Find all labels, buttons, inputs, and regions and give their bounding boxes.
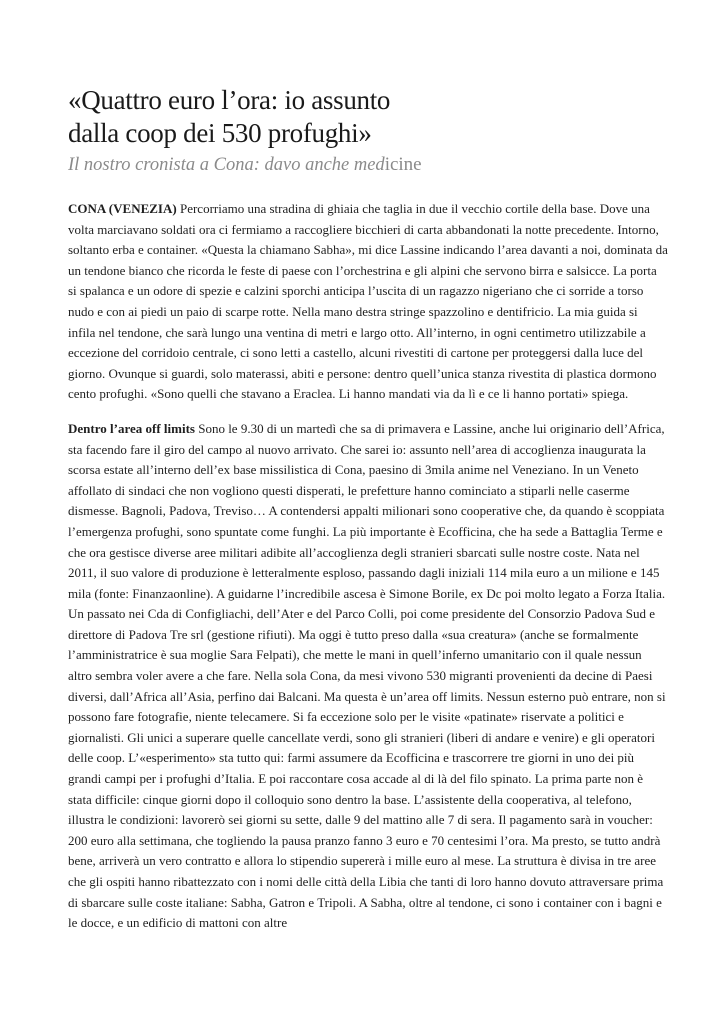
headline-line-1: «Quattro euro l’ora: io assunto [68, 85, 391, 115]
subtitle [68, 152, 668, 178]
paragraph-1 [68, 199, 668, 405]
paragraph-2 [68, 419, 668, 934]
article-page [68, 84, 668, 934]
paragraph-1-text: Percorriamo una stradina di ghiaia che taglia in due il vecchio cortile della base. Dove una volta marciavano soldati ora ci fermiamo a raccogliere bicchieri di carta abbandonati la notte precedente. Intorno, soltanto erba e container. «Questa la chiamano Sabha», mi dice Lassine indicando l’area davanti a noi, dominata da un tendone bianco che ricorda le feste di paese con l’orchestrina e gli alpini che servono birra e salsicce. La porta si spalanca e un odore di spezie e calzini sporchi anticipa l’uscita di un ragazzo nigeriano che ci sorride a torso nudo e con ai piedi un paio di scarpe rotte. Nella mano destra stringe spazzolino e dentifricio. La mia guida si infila nel tendone, che sarà lungo una ventina di metri e largo otto. All’interno, in ogni centimetro utilizzabile a eccezione del corridoio centrale, ci sono letti a castello, alcuni rivestiti di cartone per proteggersi dalla luce del giorno. Ovunque si guardi, solo materassi, abiti e persone: dentro quell’unica stanza rivestita di plastica dormono cento profughi. «Sono quelli che stavano a Eraclea. Li hanno mandati via da lì e ce li hanno portati» spiega. [68, 201, 668, 402]
subtitle-main: Il nostro cronista a Cona: davo anche med [68, 155, 385, 175]
paragraph-2-text: Sono le 9.30 di un martedì che sa di primavera e Lassine, anche lui originario dell’Africa, sta facendo fare il giro del campo al nuovo arrivato. Che sarei io: assunto nell’area di accoglienza inaugurata la scorsa estate all’interno dell’ex base missilistica di Cona, paesino di 3mila anime nel Veneziano. In un Veneto affollato di sindaci che non vogliono questi disperati, le prefetture hanno cominciato a stiparli nelle caserme dismesse. Bagnoli, Padova, Treviso… A contendersi appalti milionari sono cooperative che, da quando è scoppiata l’emergenza profughi, sono spuntate come funghi. La più importante è Ecofficina, che ha sede a Battaglia Terme e che ora gestisce diverse aree militari adibite all’accoglienza degli stranieri sbarcati sulle nostre coste. Nata nel 2011, il suo valore di produzione è letteralmente esploso, passando dagli iniziali 114 mila euro a un milione e 145 mila (fonte: Finanzaonline). A guidarne l’incredibile ascesa è Simone Borile, ex Dc poi molto legato a Forza Italia. Un passato nei Cda di Configliachi, dell’Ater e del Parco Colli, poi come presidente del Consorzio Padova Sud e direttore di Padova Tre srl (gestione rifiuti). Ma oggi è tutto preso dalla «sua creatura» (anche se formalmente l’amministratrice è sua moglie Sara Felpati), che mette le mani in quell’inferno umanitario con il quale nessun altro sembra voler avere a che fare. Nella sola Cona, da mesi vivono 530 migranti provenienti da decine di Paesi diversi, dall’Africa all’Asia, perfino dai Balcani. Ma questa è un’area off limits. Nessun esterno può entrare, non si possono fare fotografie, niente telecamere. Si fa eccezione solo per le visite «patinate» riservate a politici e giornalisti. Gli unici a superare quelle cancellate verdi, sono gli stranieri (liberi di andare e venire) e gli operatori delle coop. L’«esperimento» sta tutto qui: farmi assumere da Ecofficina e trascorrere tre giorni in uno dei più grandi campi per i profughi d’Italia. E poi raccontare cosa accade al di là del filo spinato. La prima parte non è stata difficile: cinque giorni dopo il colloquio sono dentro la base. L’assistente della cooperativa, al telefono, illustra le condizioni: lavorerò sei giorni su sette, dalle 9 del mattino alle 7 di sera. Il pagamento sarà in voucher: 200 euro alla settimana, che togliendo la pausa pranzo fanno 3 euro e 70 centesimi l’ora. Ma presto, se tutto andrà bene, arriverà un vero contratto e allora lo stipendio supererà i mille euro al mese. La struttura è divisa in tre aree che gli ospiti hanno ribattezzato con i nomi delle città della Libia che tanti di loro hanno dovuto attraversare prima di sbarcare sulle coste italiane: Sabha, Gatron e Tripoli. A Sabha, oltre al tendone, ci sono i container con i bagni e le docce, e un edificio di mattoni con altre [68, 420, 666, 931]
subtitle-tail: icine [384, 154, 422, 175]
paragraph-2-lead: Dentro l’area off limits [68, 420, 195, 436]
headline [68, 84, 668, 150]
article-body [68, 199, 668, 934]
paragraph-1-lead: CONA (VENEZIA) [68, 201, 177, 216]
headline-line-2: dalla coop dei 530 profughi» [68, 118, 372, 148]
